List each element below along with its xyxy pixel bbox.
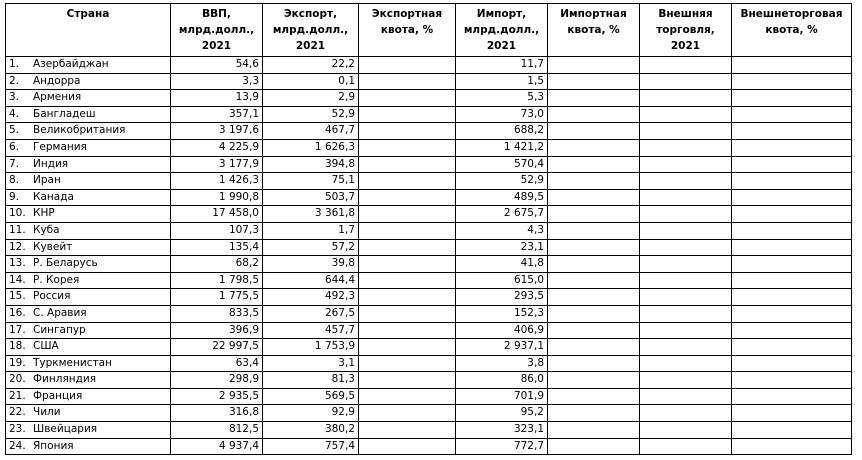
- gdp-cell: 68,2: [171, 256, 263, 273]
- export-cell: 22,2: [263, 57, 359, 74]
- export-cell: 569,5: [263, 388, 359, 405]
- row-number: 9.: [9, 190, 20, 203]
- import-quota-cell: [548, 272, 640, 289]
- gdp-cell: 4 937,4: [171, 438, 263, 455]
- foreign-trade-cell: [640, 189, 732, 206]
- country-cell: [6, 73, 171, 90]
- table-row: [6, 123, 852, 140]
- export-quota-cell: [359, 305, 456, 322]
- foreign-trade-quota-cell: [732, 106, 852, 123]
- row-number: 20.: [9, 373, 26, 386]
- import-cell: 2 937,1: [456, 339, 548, 356]
- table-row: [6, 388, 852, 405]
- header-row: [6, 4, 852, 57]
- table-row: [6, 272, 852, 289]
- export-cell: 503,7: [263, 189, 359, 206]
- country-cell: [6, 305, 171, 322]
- import-cell: 52,9: [456, 173, 548, 190]
- foreign-trade-cell: [640, 339, 732, 356]
- gdp-cell: 396,9: [171, 322, 263, 339]
- export-cell: 3,1: [263, 355, 359, 372]
- import-quota-cell: [548, 422, 640, 439]
- foreign-trade-cell: [640, 438, 732, 455]
- foreign-trade-cell: [640, 222, 732, 239]
- row-number: 12.: [9, 240, 26, 253]
- country-cell: [6, 272, 171, 289]
- country-cell: [6, 222, 171, 239]
- export-quota-cell: [359, 322, 456, 339]
- foreign-trade-cell: [640, 305, 732, 322]
- table-row: [6, 438, 852, 455]
- country-name: Россия: [33, 290, 71, 303]
- import-cell: 293,5: [456, 289, 548, 306]
- import-cell: 772,7: [456, 438, 548, 455]
- country-cell: [6, 422, 171, 439]
- country-name: Канада: [33, 190, 74, 203]
- foreign-trade-cell: [640, 422, 732, 439]
- country-name: Кувейт: [33, 240, 73, 253]
- import-cell: 4,3: [456, 222, 548, 239]
- export-cell: 81,3: [263, 372, 359, 389]
- export-cell: 1 626,3: [263, 139, 359, 156]
- foreign-trade-quota-cell: [732, 405, 852, 422]
- import-cell: 152,3: [456, 305, 548, 322]
- foreign-trade-quota-cell: [732, 422, 852, 439]
- country-cell: [6, 189, 171, 206]
- export-quota-cell: [359, 256, 456, 273]
- gdp-cell: 2 935,5: [171, 388, 263, 405]
- gdp-cell: 135,4: [171, 239, 263, 256]
- export-cell: 644,4: [263, 272, 359, 289]
- export-quota-cell: [359, 222, 456, 239]
- gdp-cell: 22 997,5: [171, 339, 263, 356]
- row-number: 7.: [9, 157, 20, 170]
- table-row: [6, 405, 852, 422]
- import-quota-cell: [548, 90, 640, 107]
- export-quota-cell: [359, 57, 456, 74]
- export-quota-cell: [359, 388, 456, 405]
- foreign-trade-quota-cell: [732, 438, 852, 455]
- gdp-cell: 13,9: [171, 90, 263, 107]
- table-row: [6, 206, 852, 223]
- header-import: Импорт, млрд.долл., 2021: [456, 4, 548, 57]
- import-quota-cell: [548, 57, 640, 74]
- export-cell: 1 753,9: [263, 339, 359, 356]
- country-cell: [6, 355, 171, 372]
- gdp-cell: 3 197,6: [171, 123, 263, 140]
- import-cell: 95,2: [456, 405, 548, 422]
- export-quota-cell: [359, 106, 456, 123]
- foreign-trade-cell: [640, 405, 732, 422]
- table-row: [6, 106, 852, 123]
- export-cell: 394,8: [263, 156, 359, 173]
- export-quota-cell: [359, 355, 456, 372]
- row-number: 24.: [9, 439, 26, 452]
- export-quota-cell: [359, 422, 456, 439]
- foreign-trade-quota-cell: [732, 57, 852, 74]
- import-cell: 2 675,7: [456, 206, 548, 223]
- country-cell: [6, 90, 171, 107]
- foreign-trade-cell: [640, 123, 732, 140]
- table-row: [6, 156, 852, 173]
- country-name: Бангладеш: [33, 107, 96, 120]
- foreign-trade-quota-cell: [732, 90, 852, 107]
- country-name: С. Аравия: [33, 306, 87, 319]
- export-quota-cell: [359, 206, 456, 223]
- export-quota-cell: [359, 272, 456, 289]
- export-cell: 3 361,8: [263, 206, 359, 223]
- import-cell: 323,1: [456, 422, 548, 439]
- export-quota-cell: [359, 438, 456, 455]
- foreign-trade-cell: [640, 57, 732, 74]
- country-name: Туркменистан: [33, 356, 112, 369]
- import-quota-cell: [548, 222, 640, 239]
- import-cell: 1 421,2: [456, 139, 548, 156]
- country-name: Сингапур: [33, 323, 86, 336]
- gdp-cell: 3,3: [171, 73, 263, 90]
- export-cell: 39,8: [263, 256, 359, 273]
- header-foreign-trade-quota: Внешнеторговая квота, %: [732, 4, 852, 57]
- gdp-cell: 1 775,5: [171, 289, 263, 306]
- table-row: [6, 189, 852, 206]
- foreign-trade-cell: [640, 289, 732, 306]
- import-quota-cell: [548, 139, 640, 156]
- row-number: 4.: [9, 107, 20, 120]
- export-cell: 457,7: [263, 322, 359, 339]
- table-row: [6, 305, 852, 322]
- country-name: Индия: [33, 157, 69, 170]
- foreign-trade-cell: [640, 388, 732, 405]
- country-name: Иран: [33, 174, 61, 187]
- foreign-trade-cell: [640, 355, 732, 372]
- foreign-trade-quota-cell: [732, 123, 852, 140]
- export-quota-cell: [359, 289, 456, 306]
- foreign-trade-quota-cell: [732, 206, 852, 223]
- country-name: Великобритания: [33, 124, 126, 137]
- foreign-trade-cell: [640, 173, 732, 190]
- row-number: 15.: [9, 290, 26, 303]
- export-quota-cell: [359, 239, 456, 256]
- foreign-trade-quota-cell: [732, 305, 852, 322]
- import-quota-cell: [548, 256, 640, 273]
- gdp-cell: 812,5: [171, 422, 263, 439]
- import-quota-cell: [548, 106, 640, 123]
- header-gdp: ВВП, млрд.долл., 2021: [171, 4, 263, 57]
- export-cell: 757,4: [263, 438, 359, 455]
- import-quota-cell: [548, 322, 640, 339]
- import-cell: 3,8: [456, 355, 548, 372]
- export-quota-cell: [359, 156, 456, 173]
- country-cell: [6, 438, 171, 455]
- foreign-trade-cell: [640, 272, 732, 289]
- header-foreign-trade: Внешняя торговля, 2021: [640, 4, 732, 57]
- import-quota-cell: [548, 339, 640, 356]
- foreign-trade-cell: [640, 239, 732, 256]
- foreign-trade-quota-cell: [732, 73, 852, 90]
- import-quota-cell: [548, 305, 640, 322]
- export-cell: 2,9: [263, 90, 359, 107]
- row-number: 17.: [9, 323, 26, 336]
- import-cell: 73,0: [456, 106, 548, 123]
- table-row: [6, 322, 852, 339]
- country-name: Куба: [33, 223, 60, 236]
- country-name: Армения: [33, 91, 82, 104]
- header-export-quota: Экспортная квота, %: [359, 4, 456, 57]
- gdp-cell: 1 426,3: [171, 173, 263, 190]
- country-cell: [6, 405, 171, 422]
- import-quota-cell: [548, 355, 640, 372]
- header-import-quota: Импортная квота, %: [548, 4, 640, 57]
- country-name: Р. Корея: [33, 273, 80, 286]
- import-quota-cell: [548, 156, 640, 173]
- import-quota-cell: [548, 206, 640, 223]
- import-quota-cell: [548, 438, 640, 455]
- import-cell: 701,9: [456, 388, 548, 405]
- row-number: 23.: [9, 423, 26, 436]
- foreign-trade-cell: [640, 73, 732, 90]
- export-cell: 52,9: [263, 106, 359, 123]
- table-row: [6, 422, 852, 439]
- row-number: 3.: [9, 91, 20, 104]
- export-cell: 267,5: [263, 305, 359, 322]
- gdp-cell: 3 177,9: [171, 156, 263, 173]
- header-country: Страна: [6, 4, 171, 57]
- export-cell: 380,2: [263, 422, 359, 439]
- country-cell: [6, 388, 171, 405]
- gdp-cell: 1 798,5: [171, 272, 263, 289]
- row-number: 2.: [9, 74, 20, 87]
- foreign-trade-quota-cell: [732, 173, 852, 190]
- country-name: Франция: [33, 389, 83, 402]
- country-cell: [6, 156, 171, 173]
- country-cell: [6, 206, 171, 223]
- table-row: [6, 73, 852, 90]
- import-cell: 1,5: [456, 73, 548, 90]
- row-number: 6.: [9, 140, 20, 153]
- country-cell: [6, 106, 171, 123]
- trade-table: [5, 3, 852, 455]
- foreign-trade-quota-cell: [732, 372, 852, 389]
- country-name: Швейцария: [33, 423, 98, 436]
- import-cell: 86,0: [456, 372, 548, 389]
- export-cell: 492,3: [263, 289, 359, 306]
- export-quota-cell: [359, 139, 456, 156]
- country-cell: [6, 57, 171, 74]
- import-quota-cell: [548, 189, 640, 206]
- table-row: [6, 355, 852, 372]
- import-cell: 688,2: [456, 123, 548, 140]
- export-quota-cell: [359, 339, 456, 356]
- row-number: 14.: [9, 273, 26, 286]
- export-cell: 75,1: [263, 173, 359, 190]
- foreign-trade-quota-cell: [732, 139, 852, 156]
- table-row: [6, 173, 852, 190]
- country-cell: [6, 289, 171, 306]
- row-number: 8.: [9, 174, 20, 187]
- table-row: [6, 339, 852, 356]
- foreign-trade-quota-cell: [732, 239, 852, 256]
- import-cell: 570,4: [456, 156, 548, 173]
- foreign-trade-cell: [640, 372, 732, 389]
- import-quota-cell: [548, 123, 640, 140]
- foreign-trade-quota-cell: [732, 222, 852, 239]
- row-number: 5.: [9, 124, 20, 137]
- export-quota-cell: [359, 189, 456, 206]
- foreign-trade-quota-cell: [732, 189, 852, 206]
- table-row: [6, 372, 852, 389]
- table-row: [6, 239, 852, 256]
- import-quota-cell: [548, 289, 640, 306]
- row-number: 19.: [9, 356, 26, 369]
- header-export: Экспорт, млрд.долл., 2021: [263, 4, 359, 57]
- gdp-cell: 357,1: [171, 106, 263, 123]
- country-cell: [6, 372, 171, 389]
- table-row: [6, 139, 852, 156]
- export-cell: 92,9: [263, 405, 359, 422]
- row-number: 21.: [9, 389, 26, 402]
- row-number: 18.: [9, 340, 26, 353]
- import-cell: 406,9: [456, 322, 548, 339]
- import-quota-cell: [548, 173, 640, 190]
- country-cell: [6, 173, 171, 190]
- table-row: [6, 90, 852, 107]
- export-cell: 0,1: [263, 73, 359, 90]
- import-quota-cell: [548, 73, 640, 90]
- row-number: 16.: [9, 306, 26, 319]
- gdp-cell: 1 990,8: [171, 189, 263, 206]
- export-quota-cell: [359, 73, 456, 90]
- export-quota-cell: [359, 372, 456, 389]
- gdp-cell: 63,4: [171, 355, 263, 372]
- foreign-trade-quota-cell: [732, 289, 852, 306]
- import-cell: 23,1: [456, 239, 548, 256]
- row-number: 13.: [9, 257, 26, 270]
- country-name: Япония: [33, 439, 74, 452]
- foreign-trade-cell: [640, 322, 732, 339]
- gdp-cell: 298,9: [171, 372, 263, 389]
- country-name: КНР: [33, 207, 55, 220]
- country-name: Андорра: [33, 74, 81, 87]
- import-cell: 489,5: [456, 189, 548, 206]
- export-quota-cell: [359, 123, 456, 140]
- import-quota-cell: [548, 405, 640, 422]
- gdp-cell: 107,3: [171, 222, 263, 239]
- foreign-trade-cell: [640, 156, 732, 173]
- import-cell: 5,3: [456, 90, 548, 107]
- export-cell: 467,7: [263, 123, 359, 140]
- country-name: Германия: [33, 140, 87, 153]
- row-number: 1.: [9, 58, 20, 70]
- foreign-trade-quota-cell: [732, 322, 852, 339]
- foreign-trade-quota-cell: [732, 256, 852, 273]
- table-row: [6, 222, 852, 239]
- gdp-cell: 17 458,0: [171, 206, 263, 223]
- row-number: 11.: [9, 223, 26, 236]
- export-quota-cell: [359, 405, 456, 422]
- row-number: 22.: [9, 406, 26, 419]
- country-cell: [6, 239, 171, 256]
- import-cell: 41,8: [456, 256, 548, 273]
- table-row: [6, 57, 852, 74]
- country-name: Чили: [33, 406, 61, 419]
- country-cell: [6, 139, 171, 156]
- foreign-trade-cell: [640, 139, 732, 156]
- export-cell: 1,7: [263, 222, 359, 239]
- foreign-trade-cell: [640, 90, 732, 107]
- import-quota-cell: [548, 372, 640, 389]
- country-name: Финляндия: [33, 373, 97, 386]
- foreign-trade-cell: [640, 206, 732, 223]
- gdp-cell: 833,5: [171, 305, 263, 322]
- country-cell: [6, 123, 171, 140]
- import-cell: 11,7: [456, 57, 548, 74]
- foreign-trade-quota-cell: [732, 388, 852, 405]
- foreign-trade-quota-cell: [732, 272, 852, 289]
- table-row: [6, 256, 852, 273]
- gdp-cell: 316,8: [171, 405, 263, 422]
- import-quota-cell: [548, 388, 640, 405]
- import-quota-cell: [548, 239, 640, 256]
- export-quota-cell: [359, 90, 456, 107]
- table-row: [6, 289, 852, 306]
- foreign-trade-quota-cell: [732, 156, 852, 173]
- country-cell: [6, 256, 171, 273]
- country-cell: [6, 322, 171, 339]
- export-quota-cell: [359, 173, 456, 190]
- foreign-trade-cell: [640, 256, 732, 273]
- foreign-trade-quota-cell: [732, 339, 852, 356]
- country-name: США: [33, 340, 59, 353]
- row-number: 10.: [9, 207, 26, 220]
- gdp-cell: 54,6: [171, 57, 263, 74]
- import-cell: 615,0: [456, 272, 548, 289]
- foreign-trade-quota-cell: [732, 355, 852, 372]
- foreign-trade-cell: [640, 106, 732, 123]
- country-name: Азербайджан: [33, 58, 109, 70]
- country-name: Р. Беларусь: [33, 257, 98, 270]
- country-cell: [6, 339, 171, 356]
- gdp-cell: 4 225,9: [171, 139, 263, 156]
- export-cell: 57,2: [263, 239, 359, 256]
